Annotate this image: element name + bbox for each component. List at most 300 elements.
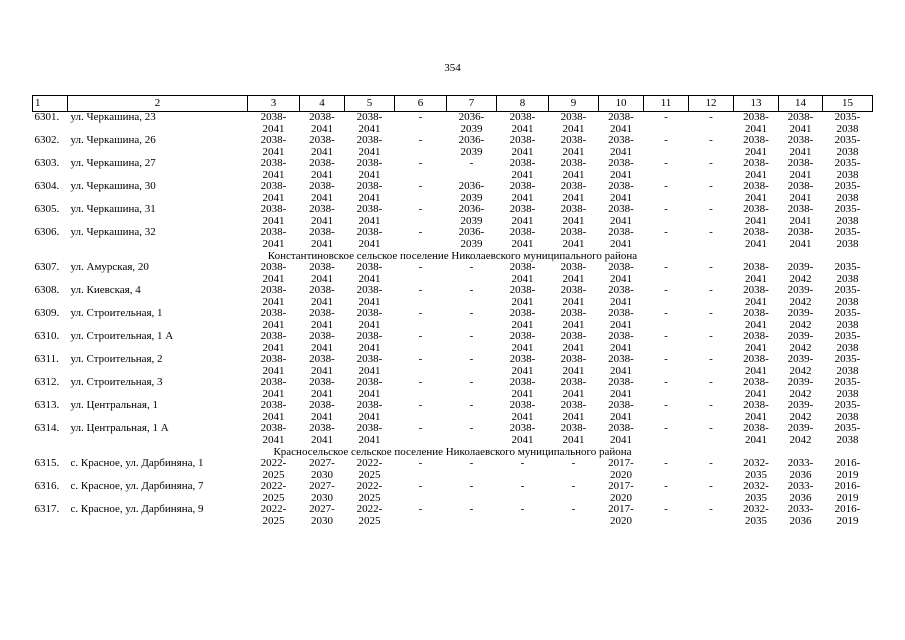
cell-text: 2038- [743,376,769,388]
period-cell-col-10 [599,227,644,250]
cell-text: 2042 [789,341,812,354]
cell-text: 2038- [260,330,287,342]
cell-text: - [664,203,668,215]
period-cell-col-14 [779,423,823,446]
cell-text: 2041 [311,364,333,377]
cell-text: - [709,353,713,365]
period-cell-col-13 [734,377,779,400]
column-header-10: 10 [599,96,644,112]
cell-text: 2041 [511,191,534,204]
period-cell-col-5 [345,308,395,331]
cell-text: 2038- [560,203,587,215]
cell-text: 2022- [260,503,287,515]
cell-text: 2038- [560,284,587,296]
cell-text: 2038- [309,261,335,273]
column-header-3: 3 [248,96,300,112]
cell-text: 2038- [743,203,769,215]
cell-text: 2039- [787,376,814,388]
period-cell-col-8 [497,135,549,158]
cell-text: 2030 [311,514,333,527]
cell-text: 2041 [511,145,534,158]
period-cell-col-15 [823,227,873,250]
period-cell-col-4 [300,227,345,250]
cell-text: 2041 [562,122,585,135]
period-cell-col-3 [248,158,300,181]
period-cell-col-5 [345,400,395,423]
period-cell-col-11 [644,481,689,504]
period-cell-col-15 [823,308,873,331]
cell-text: - [571,457,576,469]
period-cell-col-6 [395,400,447,423]
cell-text: 2038- [787,134,814,146]
cell-text: 2038- [608,330,634,342]
period-cell-col-9 [549,423,599,446]
cell-text: 2017- [608,457,634,469]
column-header-15: 15 [823,96,873,112]
cell-text: 2039 [460,214,483,227]
cell-text: - [418,330,423,342]
cell-text: 2038- [260,376,287,388]
period-cell-col-14 [779,504,823,527]
cell-text: 2038- [743,330,769,342]
period-cell-col-5 [345,331,395,354]
period-cell-col-5 [345,181,395,204]
cell-text: 2036- [458,226,485,238]
period-cell-col-8 [497,285,549,308]
cell-text: 2038- [356,111,383,123]
cell-text: 2039 [460,191,483,204]
column-header-8: 8 [497,96,549,112]
cell-text: 2041 [311,387,333,400]
cell-text: 2038- [509,203,536,215]
cell-text: - [469,353,474,365]
cell-text: - [709,203,713,215]
cell-text: 2041 [562,295,585,308]
period-cell-col-8 [497,112,549,136]
period-cell-col-8 [497,158,549,181]
cell-text: 2020 [610,468,632,481]
cell-text: - [664,261,668,273]
period-cell-col-10 [599,423,644,446]
period-cell-col-3 [248,458,300,481]
table-row [33,354,873,377]
cell-text: 2038- [260,134,287,146]
table-row [33,227,873,250]
cell-text: - [469,330,474,342]
period-cell-col-3 [248,285,300,308]
period-cell-col-6 [395,158,447,181]
table-row [33,331,873,354]
cell-text: 2041 [789,145,812,158]
period-cell-col-15 [823,400,873,423]
cell-text: - [469,284,474,296]
period-cell-col-13 [734,458,779,481]
period-cell-col-10 [599,181,644,204]
cell-text: 2039 [460,122,483,135]
cell-text: 2038- [260,422,287,434]
cell-text: - [709,480,713,492]
cell-text: - [418,180,423,192]
cell-text: 2038- [260,203,287,215]
period-cell-col-6 [395,377,447,400]
period-cell-col-10 [599,377,644,400]
cell-text: 2038- [787,111,814,123]
cell-text: 2041 [311,168,333,181]
cell-text: 2038- [608,180,634,192]
data-table [32,95,873,527]
period-cell-col-8 [497,423,549,446]
column-header-5: 5 [345,96,395,112]
cell-text: 2022- [260,457,287,469]
period-cell-col-14 [779,112,823,136]
cell-text: 2041 [745,387,767,400]
period-cell-col-3 [248,400,300,423]
cell-text: 2038- [356,261,383,273]
table-row [33,158,873,181]
period-cell-col-15 [823,285,873,308]
period-cell-col-14 [779,135,823,158]
cell-text: 2041 [610,410,632,423]
period-cell-col-10 [599,504,644,527]
cell-text: 2038 [836,122,859,135]
cell-text: 2038- [356,353,383,365]
period-cell-col-7 [447,112,497,136]
cell-text: 2030 [311,491,333,504]
cell-text: - [418,353,423,365]
row-number: 6308. [34,284,60,296]
cell-text: 2025 [358,514,381,527]
cell-text: - [418,422,423,434]
cell-text: 2038 [836,168,859,181]
cell-text: 2038- [309,422,335,434]
cell-text: - [664,330,668,342]
period-cell-col-10 [599,285,644,308]
period-cell-col-9 [549,331,599,354]
period-cell-col-14 [779,354,823,377]
cell-text: 2019 [836,468,859,481]
cell-text: 2038- [309,203,335,215]
cell-text: 2025 [262,468,285,481]
cell-text: 2019 [836,514,859,527]
cell-text: - [709,261,713,273]
cell-text: 2038- [260,353,287,365]
cell-text: 2041 [511,272,534,285]
cell-text: 2042 [789,410,812,423]
period-cell-col-3 [248,423,300,446]
cell-text: - [418,261,423,273]
period-cell-col-11 [644,400,689,423]
cell-text: 2038- [356,134,383,146]
cell-text: 2041 [610,364,632,377]
cell-text: 2041 [311,318,333,331]
cell-text: 2039- [787,261,814,273]
cell-text: 2041 [745,168,767,181]
cell-text: 2039 [460,145,483,158]
address-cell: ул. Черкашина, 32 [70,226,156,238]
period-cell-col-7 [447,227,497,250]
period-cell-col-13 [734,112,779,136]
cell-text: 2041 [789,214,812,227]
period-cell-col-13 [734,181,779,204]
cell-text: 2035- [834,226,861,238]
cell-text: - [664,399,668,411]
cell-text: 2041 [262,364,285,377]
cell-text: 2038- [509,157,536,169]
period-cell-col-10 [599,135,644,158]
period-cell-col-12 [689,227,734,250]
period-cell-col-14 [779,285,823,308]
cell-text: 2038- [743,353,769,365]
period-cell-col-15 [823,354,873,377]
cell-text: 2038 [836,341,859,354]
cell-text: 2038 [836,387,859,400]
cell-text: 2038- [560,353,587,365]
period-cell-col-5 [345,204,395,227]
cell-text: 2039 [460,237,483,250]
period-cell-col-10 [599,204,644,227]
cell-text: 2038- [560,399,587,411]
cell-text: 2041 [511,122,534,135]
cell-text: 2039- [787,422,814,434]
header-row [33,96,873,112]
table-row [33,377,873,400]
cell-text: 2038- [356,226,383,238]
cell-text: 2041 [745,341,767,354]
period-cell-col-11 [644,135,689,158]
cell-text: 2038- [560,422,587,434]
period-cell-col-9 [549,135,599,158]
table-row [33,112,873,136]
cell-text: 2038- [509,134,536,146]
cell-text: 2041 [511,214,534,227]
table-row [33,481,873,504]
period-cell-col-12 [689,308,734,331]
period-cell-col-6 [395,504,447,527]
period-cell-col-15 [823,135,873,158]
cell-text: 2038- [608,157,634,169]
cell-text: 2038- [309,376,335,388]
cell-text: - [469,422,474,434]
cell-text: 2041 [511,295,534,308]
period-cell-col-3 [248,308,300,331]
cell-text: 2038- [509,422,536,434]
period-cell-col-15 [823,331,873,354]
row-number: 6311. [34,353,59,365]
period-cell-col-5 [345,158,395,181]
period-cell-col-11 [644,354,689,377]
cell-text: 2041 [358,191,381,204]
cell-text: 2038- [260,284,287,296]
address-cell: ул. Черкашина, 30 [70,180,156,192]
table-body [33,112,873,528]
period-cell-col-13 [734,504,779,527]
cell-text: 2038- [356,180,383,192]
address-cell: ул. Строительная, 1 [70,307,163,319]
period-cell-col-13 [734,331,779,354]
table-row [33,135,873,158]
cell-text: 2041 [262,122,285,135]
period-cell-col-9 [549,354,599,377]
cell-text: - [664,503,668,515]
cell-text: 2036 [789,491,812,504]
cell-text: 2041 [358,433,381,446]
cell-text: 2038- [608,134,634,146]
cell-text: 2042 [789,387,812,400]
cell-text: 2035- [834,399,861,411]
cell-text: 2035- [834,353,861,365]
period-cell-col-11 [644,308,689,331]
period-cell-col-10 [599,331,644,354]
address-cell: ул. Киевская, 4 [70,284,141,296]
cell-text: 2041 [511,410,534,423]
period-cell-col-4 [300,354,345,377]
cell-text: 2041 [262,168,285,181]
period-cell-col-14 [779,204,823,227]
cell-text: - [418,376,423,388]
cell-text: - [520,503,525,515]
cell-text: 2036 [789,514,812,527]
period-cell-col-12 [689,423,734,446]
cell-text: 2036 [789,468,812,481]
cell-text: 2038- [608,307,634,319]
row-number: 6301. [34,111,60,123]
cell-text: 2041 [511,168,534,181]
period-cell-col-7 [447,423,497,446]
cell-text: - [469,261,474,273]
cell-text: - [664,422,668,434]
table-row [33,504,873,527]
cell-text: - [469,157,474,169]
cell-text: 2041 [262,318,285,331]
period-cell-col-7 [447,158,497,181]
row-number: 6309. [34,307,60,319]
period-cell-col-13 [734,308,779,331]
cell-text: - [469,480,474,492]
cell-text: 2038- [356,422,383,434]
period-cell-col-9 [549,308,599,331]
cell-text: 2038- [309,330,335,342]
cell-text: 2038- [309,111,335,123]
cell-text: 2038- [743,111,769,123]
period-cell-col-13 [734,481,779,504]
cell-text: 2041 [610,122,632,135]
period-cell-col-6 [395,423,447,446]
cell-text: - [709,457,713,469]
cell-text: 2036- [458,180,485,192]
cell-text: - [418,480,423,492]
period-cell-col-4 [300,481,345,504]
cell-text: 2038- [608,284,634,296]
cell-text: 2041 [789,191,812,204]
period-cell-col-7 [447,135,497,158]
period-cell-col-4 [300,423,345,446]
cell-text: 2041 [745,272,767,285]
table-row [33,308,873,331]
period-cell-col-8 [497,481,549,504]
period-cell-col-4 [300,308,345,331]
period-cell-col-3 [248,204,300,227]
cell-text: 2041 [262,433,285,446]
cell-text: 2038- [260,157,287,169]
cell-text: 2039- [787,399,814,411]
period-cell-col-3 [248,262,300,285]
period-cell-col-9 [549,112,599,136]
cell-text: 2041 [610,387,632,400]
period-cell-col-13 [734,400,779,423]
cell-text: 2038- [309,226,335,238]
period-cell-col-14 [779,181,823,204]
period-cell-col-7 [447,181,497,204]
column-header-9: 9 [549,96,599,112]
period-cell-col-15 [823,181,873,204]
cell-text: - [418,284,423,296]
row-number: 6317. [34,503,60,515]
period-cell-col-11 [644,227,689,250]
cell-text: 2041 [358,122,381,135]
period-cell-col-9 [549,377,599,400]
address-cell: ул. Черкашина, 23 [70,111,156,123]
period-cell-col-5 [345,354,395,377]
period-cell-col-6 [395,181,447,204]
period-cell-col-12 [689,158,734,181]
cell-text: 2041 [358,145,381,158]
period-cell-col-4 [300,112,345,136]
section-heading: Константиновское сельское поселение Николаевского муниципального района [267,250,638,262]
period-cell-col-6 [395,481,447,504]
cell-text: - [469,503,474,515]
period-cell-col-3 [248,181,300,204]
cell-text: - [709,284,713,296]
cell-text: 2038- [260,180,287,192]
period-cell-col-13 [734,204,779,227]
period-cell-col-6 [395,135,447,158]
cell-text: 2041 [358,318,381,331]
period-cell-col-12 [689,262,734,285]
period-cell-col-15 [823,204,873,227]
period-cell-col-6 [395,112,447,136]
period-cell-col-11 [644,331,689,354]
cell-text: 2038- [309,134,335,146]
cell-text: 2041 [262,145,285,158]
table-row [33,285,873,308]
period-cell-col-11 [644,458,689,481]
cell-text: 2035- [834,376,861,388]
column-header-12: 12 [689,96,734,112]
cell-text: 2027- [309,503,335,515]
cell-text: - [664,284,668,296]
period-cell-col-7 [447,377,497,400]
cell-text: 2041 [511,237,534,250]
cell-text: 2025 [358,491,381,504]
cell-text: - [664,457,668,469]
period-cell-col-12 [689,481,734,504]
cell-text: 2038- [560,134,587,146]
cell-text: 2041 [511,341,534,354]
cell-text: 2041 [610,272,632,285]
period-cell-col-6 [395,308,447,331]
cell-text: 2038- [509,180,536,192]
cell-text: 2041 [610,214,632,227]
cell-text: 2036- [458,203,485,215]
cell-text: - [709,134,713,146]
table-row [33,423,873,446]
cell-text: 2038- [787,203,814,215]
period-cell-col-14 [779,458,823,481]
address-cell: ул. Строительная, 2 [70,353,163,365]
address-cell: ул. Центральная, 1 А [70,422,169,434]
cell-text: - [418,307,423,319]
cell-text: 2038- [356,203,383,215]
